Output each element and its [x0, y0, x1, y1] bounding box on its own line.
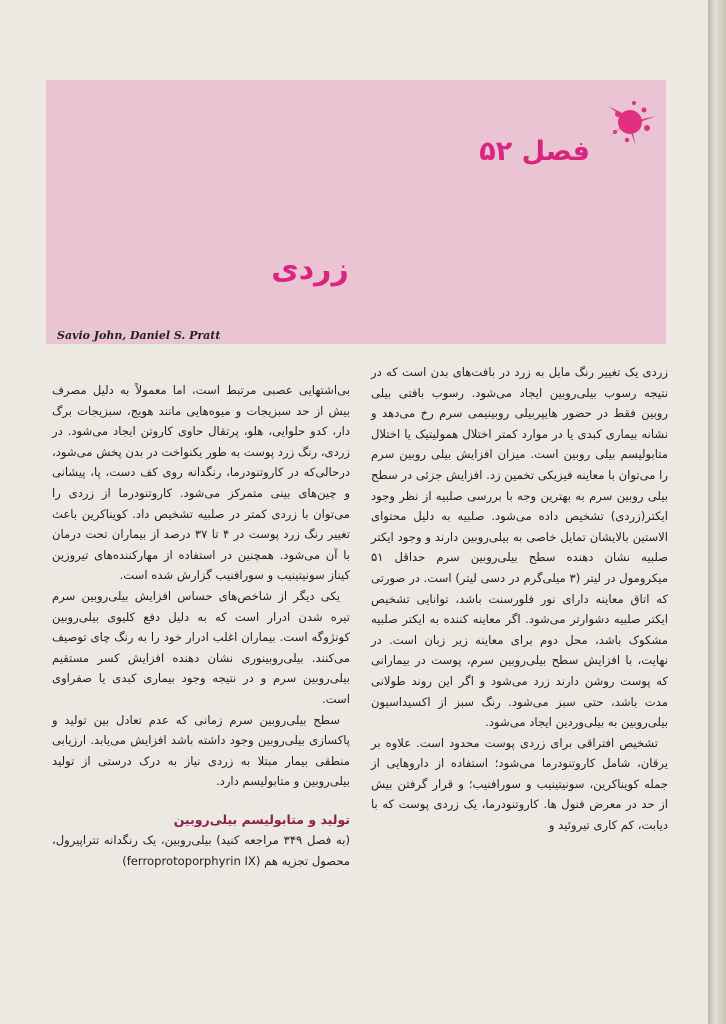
paragraph: سطح بیلی‌روبین سرم زمانی که عدم تعادل بین تولید و پاکسازی بیلی‌روبین وجود داشته باشد افزایش می‌یابد. ارزیابی منطقی بیمار مبتلا به زردی نیاز به درک درستی از تولید بیلی‌روبین و متابولیسم دارد.	[52, 712, 350, 789]
paragraph: بی‌اشتهایی عصبی مرتبط است، اما معمولاً به دلیل مصرف بیش از حد سبزیجات و میوه‌هایی مانند هویج، سبزیجات برگ دار، کدو حلوایی، هلو، پرتقال حاوی کاروتن ایجاد می‌شود. در زردی، رنگ زرد پوست به طور یکنواخت در بدن پخش می‌شود، درحالی‌که در کاروتنودرما، رنگدانه روی کف دست، پا، پیشانی و چین‌های بینی متمرکز می‌شود. کاروتنودرما از زردی را می‌توان با زردی کمتر در صلبیه تشخیص داد. کویناکرین باعث تغییر رنگ زرد پوست در ۴ تا ۳۷ درصد از بیماران تحت درمان با آن می‌شود. همچنین در استفاده از مهارکننده‌های تیروزین کیناز سونیتینیب و سورافنیب گزارش شده است.	[52, 383, 350, 583]
chapter-number: فصل ۵۲	[479, 136, 590, 167]
book-page-edge	[708, 0, 726, 1024]
right-text-column	[371, 362, 668, 836]
left-text-column	[52, 380, 350, 872]
chapter-banner	[46, 80, 666, 344]
paragraph: یکی دیگر از شاخص‌های حساس افزایش بیلی‌روبین سرم تیره شدن ادرار است که به دلیل دفع کلیوی بیلی‌روبین کونژوگه است. بیماران اغلب ادرار خود را به رنگ چای توصیف می‌کنند. بیلی‌روبینوری نشان دهنده افزایش کسر مستقیم بیلی‌روبین سرم و در نتیجه وجود بیماری کبدی یا صفراوی است.	[52, 588, 350, 706]
ink-splash-icon	[600, 94, 660, 150]
paragraph: تشخیص افتراقی برای زردی پوست محدود است. علاوه بر یرقان، شامل کاروتنودرما می‌شود؛ استفاده از داروهایی از جمله کویناکرین، سونیتینیب و سورافنیب؛ و قرار گرفتن بیش از حد در معرض فنول ها. کاروتنودرما، یک زردی پوست که با دیابت، کم کاری تیروئید و	[371, 735, 668, 833]
chapter-title: زردی	[271, 252, 349, 287]
paragraph: زردی یک تغییر رنگ مایل به زرد در بافت‌های بدن است که در نتیجه رسوب بیلی‌روبین ایجاد می‌شود. رسوب بافتی بیلی روبین فقط در حضور هایپربیلی روبینیمی سرم رخ می‌دهد و نشانه بیماری کبدی یا در موارد کمتر اختلال همولیتیک یا اختلال متابولیسم بیلی روبین است. میزان افزایش بیلی روبین سرم را می‌توان با معاینه فیزیکی تخمین زد. افزایش جزئی در سطح بیلی روبین سرم به بهترین وجه با بررسی صلبیه از نظر وجود ایکتر(زردی) تشخیص داده می‌شود. صلبیه به دلیل محتوای الاستین بالایشان تمایل خاصی به بیلی‌روبین دارند و وجود ایکتر صلبیه نشان دهنده سطح بیلی‌روبین سرم حداقل ۵۱ میکرومول در لیتر (۳ میلی‌گرم در دسی لیتر) است. در صورتی که اتاق معاینه دارای نور فلورسنت باشد، توانایی تشخیص ایکتر صلبیه دشوارتر می‌شود. اگر معاینه کننده به ایکتر صلبیه مشکوک باشد، محل دوم برای معاینه زیر زبان است. در نهایت، با افزایش سطح بیلی‌روبین سرم، پوست در بیمارانی که پوست روشن دارند زرد می‌شود و اگر این روند طولانی مدت باشد، حتی سبز می‌شود. رنگ سبز از اکسیداسیون بیلی‌روبین به بیلی‌وردین ایجاد می‌شود.	[371, 365, 668, 730]
chapter-authors: Savio John, Daniel S. Pratt	[57, 329, 221, 342]
section-heading: تولید و متابولیسم بیلی‌روبین	[173, 811, 350, 827]
paragraph: (به فصل ۳۴۹ مراجعه کنید) بیلی‌روبین، یک رنگدانه تتراپیرول، محصول تجزیه هم (ferroprotoporphyrin IX)	[52, 833, 350, 869]
